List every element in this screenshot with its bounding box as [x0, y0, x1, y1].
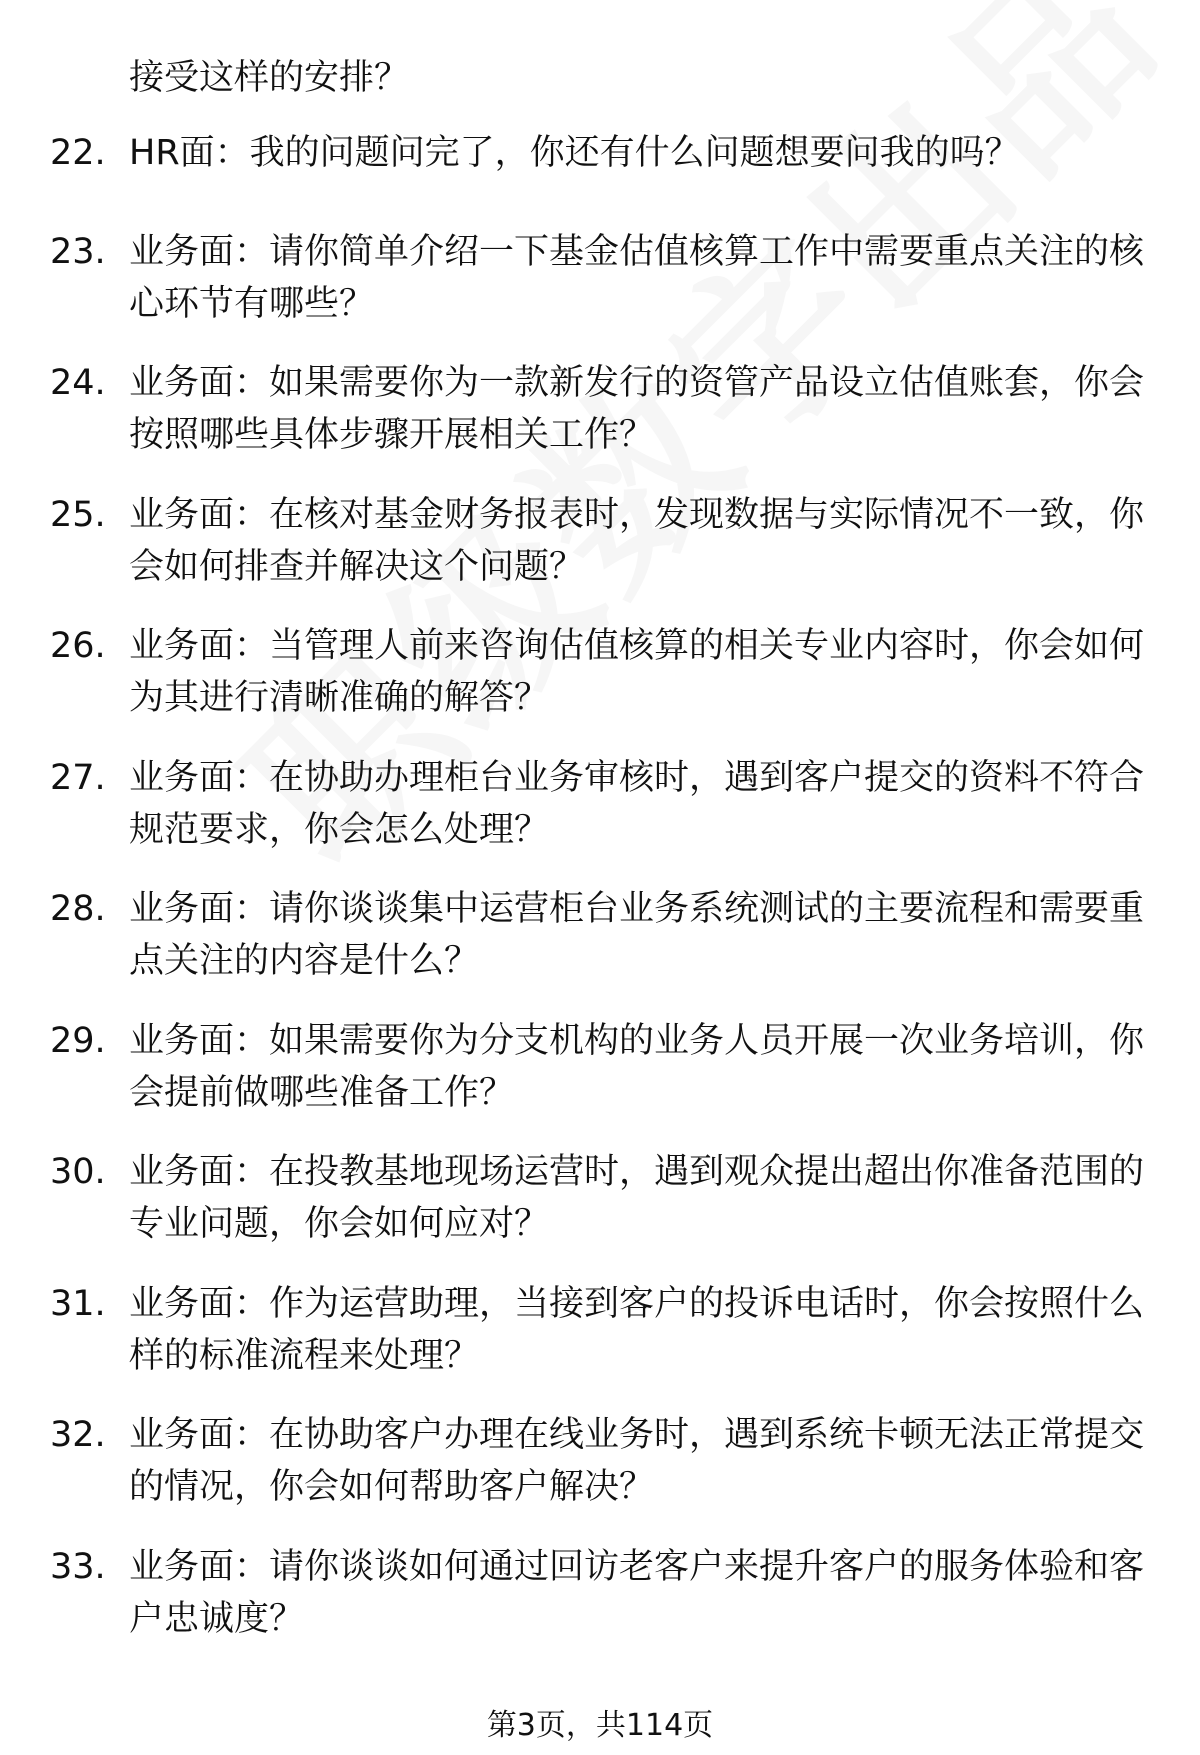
- item-text: 业务面：在协助客户办理在线业务时，遇到系统卡顿无法正常提交的情况，你会如何帮助客户解决？: [129, 1415, 1145, 1507]
- list-item: [50, 127, 1150, 179]
- item-number: 26.: [50, 626, 106, 666]
- list-item: [50, 1278, 1150, 1382]
- item-text: 业务面：请你简单介绍一下基金估值核算工作中需要重点关注的核心环节有哪些？: [129, 232, 1145, 324]
- list-item: [50, 226, 1150, 330]
- item-number: 28.: [50, 889, 106, 929]
- item-number: 31.: [50, 1284, 106, 1324]
- item-number: 22.: [50, 133, 106, 173]
- list-item: [50, 52, 1150, 104]
- item-number: 33.: [50, 1547, 106, 1587]
- item-text: 业务面：在投教基地现场运营时，遇到观众提出超出你准备范围的专业问题，你会如何应对？: [129, 1152, 1145, 1244]
- item-text: 业务面：如果需要你为一款新发行的资管产品设立估值账套，你会按照哪些具体步骤开展相关工作？: [129, 363, 1145, 455]
- item-number: 29.: [50, 1021, 106, 1061]
- item-text: 业务面：如果需要你为分支机构的业务人员开展一次业务培训，你会提前做哪些准备工作？: [129, 1021, 1145, 1113]
- item-text: 业务面：请你谈谈集中运营柜台业务系统测试的主要流程和需要重点关注的内容是什么？: [129, 889, 1145, 981]
- list-item: [50, 752, 1150, 856]
- item-text: 接受这样的安排？: [129, 58, 410, 98]
- item-number: 23.: [50, 232, 106, 272]
- item-text: 业务面：在协助办理柜台业务审核时，遇到客户提交的资料不符合规范要求，你会怎么处理？: [129, 758, 1145, 850]
- page-footer: 第3页，共114页: [486, 1708, 714, 1743]
- item-text: HR面：我的问题问完了，你还有什么问题想要问我的吗？: [129, 133, 1020, 173]
- item-text: 业务面：请你谈谈如何通过回访老客户来提升客户的服务体验和客户忠诚度？: [129, 1547, 1145, 1639]
- list-item: [50, 1146, 1150, 1250]
- item-number: 30.: [50, 1152, 106, 1192]
- item-number: 25.: [50, 495, 106, 535]
- list-item: [50, 1541, 1150, 1645]
- list-item: [50, 883, 1150, 987]
- list-item: [50, 489, 1150, 593]
- item-text: 业务面：当管理人前来咨询估值核算的相关专业内容时，你会如何为其进行清晰准确的解答？: [129, 626, 1145, 718]
- item-text: 业务面：在核对基金财务报表时，发现数据与实际情况不一致，你会如何排查并解决这个问题？: [129, 495, 1145, 587]
- list-item: [50, 1015, 1150, 1119]
- list-item: [50, 1409, 1150, 1513]
- list-item: [50, 620, 1150, 724]
- item-number: 32.: [50, 1415, 106, 1455]
- item-text: 业务面：作为运营助理，当接到客户的投诉电话时，你会按照什么样的标准流程来处理？: [129, 1284, 1145, 1376]
- item-number: 27.: [50, 758, 106, 798]
- list-item: [50, 357, 1150, 461]
- item-number: 24.: [50, 363, 106, 403]
